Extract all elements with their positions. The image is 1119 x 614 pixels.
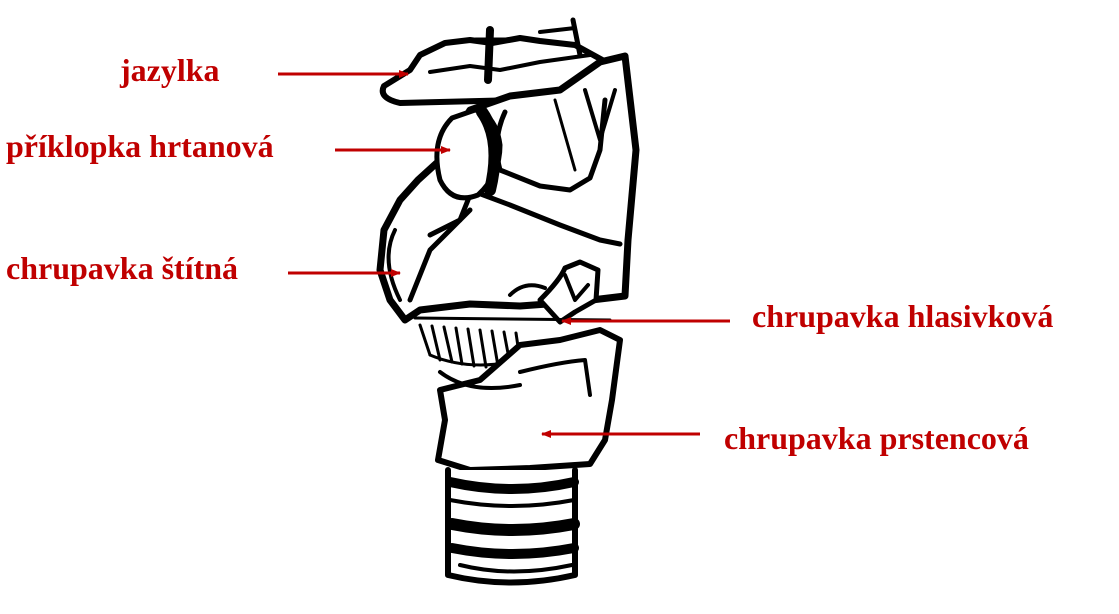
trachea-drawing xyxy=(448,470,575,583)
cricoid-cartilage-drawing xyxy=(438,330,620,470)
label-jazylka: jazylka xyxy=(120,52,220,88)
label-chrupavka-hlasivkova: chrupavka hlasivková xyxy=(752,298,1054,334)
epiglottis-drawing xyxy=(437,110,500,198)
label-chrupavka-prstencova: chrupavka prstencová xyxy=(724,420,1029,456)
label-chrupavka-stitna: chrupavka štítná xyxy=(6,250,239,286)
label-priklopka-hrtanova: příklopka hrtanová xyxy=(6,128,274,164)
